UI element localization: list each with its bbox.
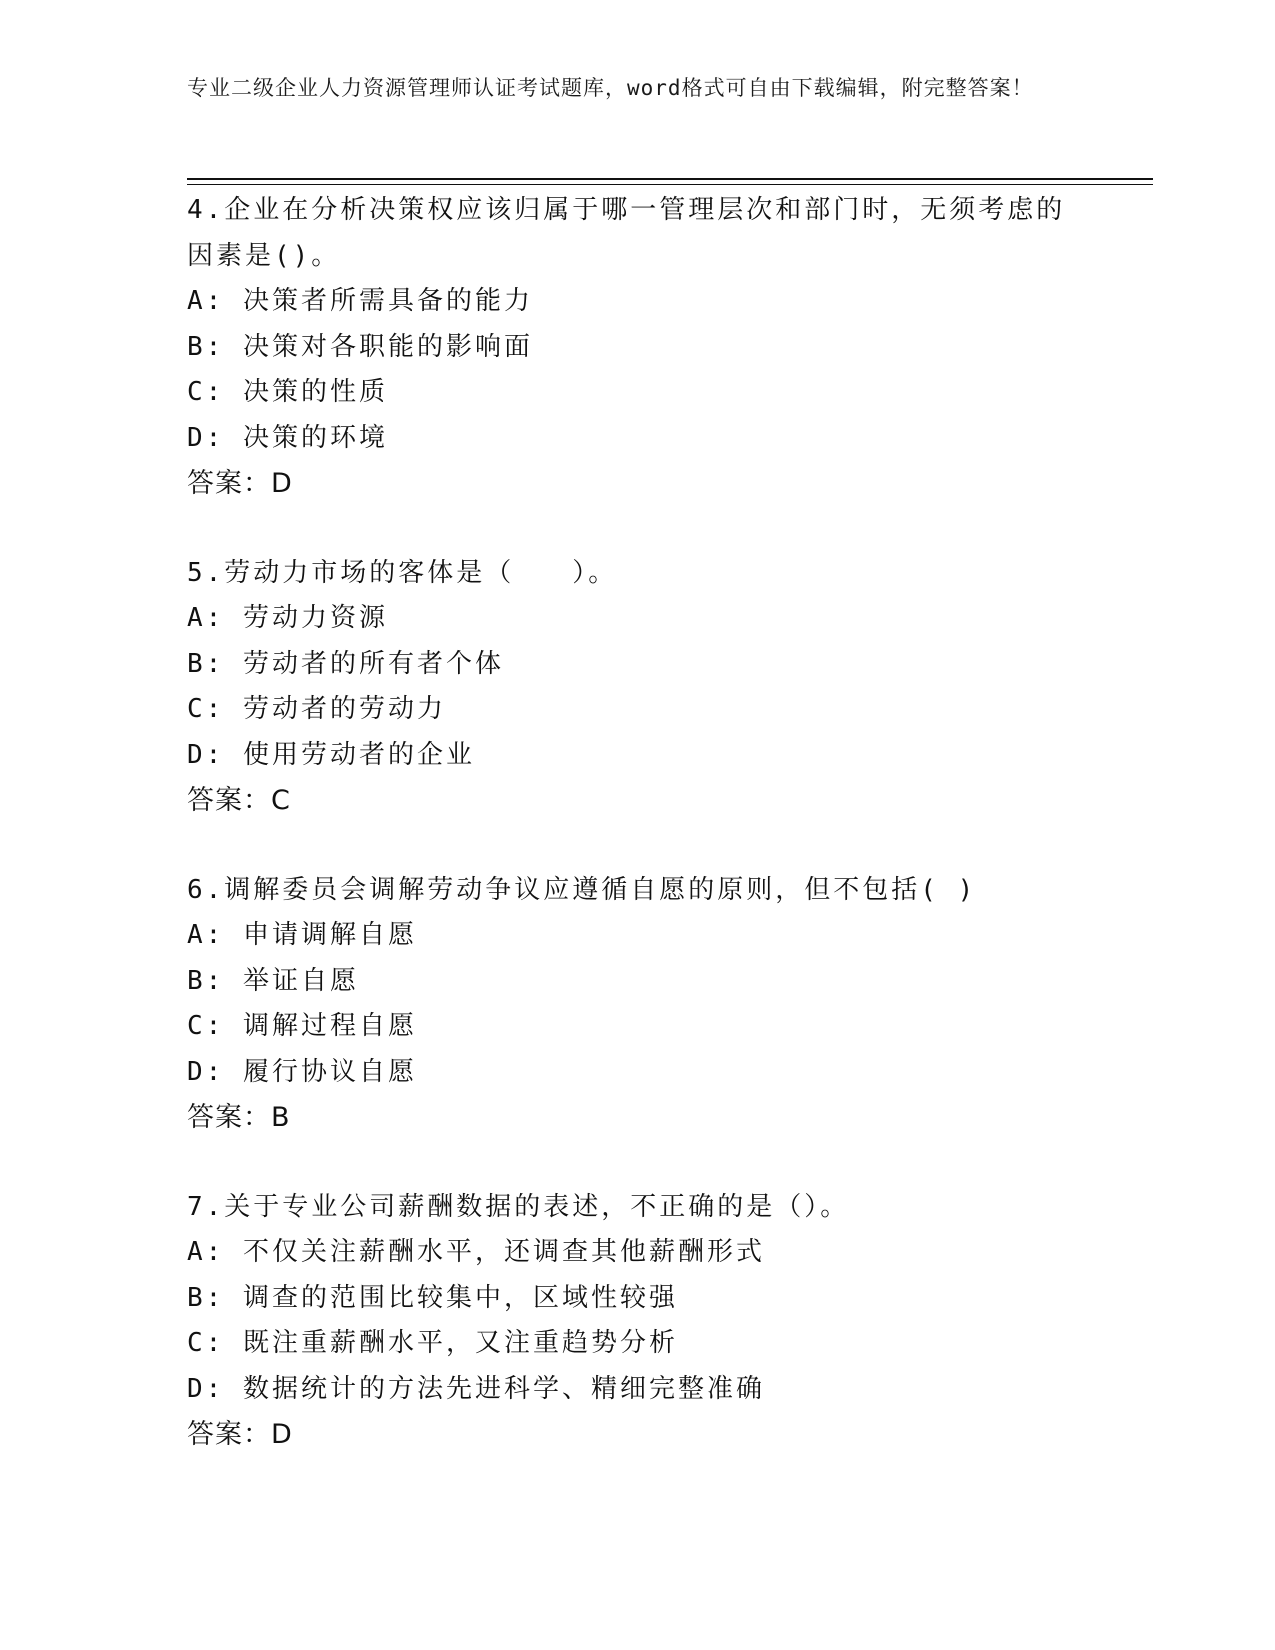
spacer xyxy=(187,507,1087,551)
option-c: C: 劳动者的劳动力 xyxy=(187,694,446,724)
header-divider-thick xyxy=(187,178,1153,180)
question-stem: 6.调解委员会调解劳动争议应遵循自愿的原则，但不包括( ) xyxy=(187,874,977,905)
question-stem: 4.企业在分析决策权应该归属于哪一管理层次和部门时，无须考虑的因素是()。 xyxy=(187,195,1066,271)
question-6 xyxy=(187,868,1087,1141)
option-b: B: 举证自愿 xyxy=(187,965,359,996)
document-header: 专业二级企业人力资源管理师认证考试题库，word格式可自由下载编辑，附完整答案！ xyxy=(187,76,1034,100)
option-d: D: 使用劳动者的企业 xyxy=(187,739,475,770)
option-a: A: 决策者所需具备的能力 xyxy=(187,286,533,316)
option-a: A: 申请调解自愿 xyxy=(187,920,417,950)
option-c: C: 调解过程自愿 xyxy=(187,1011,417,1041)
option-a: A: 劳动力资源 xyxy=(187,603,388,633)
spacer xyxy=(187,824,1087,868)
option-c: C: 既注重薪酬水平，又注重趋势分析 xyxy=(187,1328,678,1358)
question-4 xyxy=(187,188,1087,507)
option-a: A: 不仅关注薪酬水平，还调查其他薪酬形式 xyxy=(187,1237,765,1267)
spacer xyxy=(187,1141,1087,1185)
header-divider-thin xyxy=(187,184,1153,185)
option-c: C: 决策的性质 xyxy=(187,377,388,407)
answer: 答案：C xyxy=(187,785,291,816)
answer: 答案：B xyxy=(187,1102,291,1133)
question-stem: 7.关于专业公司薪酬数据的表述，不正确的是（）。 xyxy=(187,1191,850,1222)
answer: 答案：D xyxy=(187,468,293,499)
question-stem: 5.劳动力市场的客体是（ ）。 xyxy=(187,557,618,588)
option-d: D: 数据统计的方法先进科学、精细完整准确 xyxy=(187,1373,765,1404)
option-d: D: 决策的环境 xyxy=(187,422,388,453)
option-b: B: 劳动者的所有者个体 xyxy=(187,648,504,679)
question-list xyxy=(187,188,1087,1458)
question-7 xyxy=(187,1185,1087,1458)
answer: 答案：D xyxy=(187,1419,293,1450)
option-d: D: 履行协议自愿 xyxy=(187,1056,417,1087)
question-5 xyxy=(187,551,1087,824)
option-b: B: 决策对各职能的影响面 xyxy=(187,331,533,362)
option-b: B: 调查的范围比较集中，区域性较强 xyxy=(187,1282,678,1313)
